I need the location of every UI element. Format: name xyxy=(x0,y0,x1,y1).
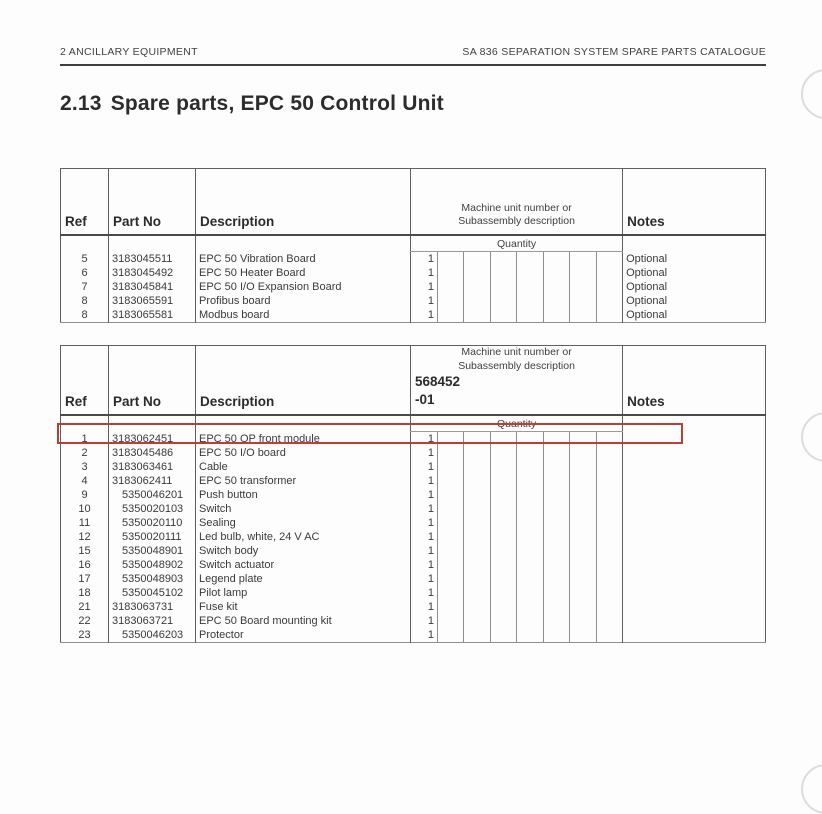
quantity-empty-cell xyxy=(491,502,517,516)
machine-unit-header xyxy=(411,346,623,416)
quantity-empty-cell xyxy=(544,600,570,614)
quantity-empty-cell xyxy=(517,558,544,572)
quantity-empty-cell xyxy=(438,600,464,614)
part-no-cell: 3183065581 xyxy=(109,308,196,323)
quantity-empty-cell xyxy=(570,308,597,323)
description-cell: EPC 50 OP front module xyxy=(196,432,411,447)
description-column-header: Description xyxy=(196,169,411,236)
subassembly-suffix: -01 xyxy=(415,392,435,408)
description-column-header: Description xyxy=(196,346,411,416)
quantity-empty-cell xyxy=(464,488,491,502)
quantity-cell: 1 xyxy=(411,502,438,516)
ref-column-header: Ref xyxy=(61,346,109,416)
description-cell: Switch xyxy=(196,502,411,516)
quantity-empty-cell xyxy=(517,446,544,460)
parts-table-optional-boards xyxy=(60,168,766,323)
quantity-empty-cell xyxy=(544,252,570,267)
quantity-cell: 1 xyxy=(411,308,438,323)
notes-cell xyxy=(623,488,766,502)
quantity-empty-cell xyxy=(464,280,491,294)
quantity-empty-cell xyxy=(438,294,464,308)
quantity-empty-cell xyxy=(570,614,597,628)
machine-unit-header-line2: Subassembly description xyxy=(458,215,575,228)
quantity-empty-cell xyxy=(517,280,544,294)
description-cell: Sealing xyxy=(196,516,411,530)
part-no-cell: 3183063721 xyxy=(109,614,196,628)
notes-cell xyxy=(623,446,766,460)
quantity-empty-cell xyxy=(597,530,623,544)
quantity-empty-cell xyxy=(438,530,464,544)
quantity-empty-cell xyxy=(544,446,570,460)
notes-cell xyxy=(623,558,766,572)
quantity-empty-cell xyxy=(517,628,544,643)
description-cell: Legend plate xyxy=(196,572,411,586)
notes-cell xyxy=(623,544,766,558)
quantity-empty-cell xyxy=(517,572,544,586)
quantity-empty-cell xyxy=(517,474,544,488)
part-no-cell: 5350046201 xyxy=(109,488,196,502)
quantity-empty-cell xyxy=(491,266,517,280)
quantity-empty-cell xyxy=(544,266,570,280)
machine-unit-header xyxy=(411,169,623,236)
quantity-empty-cell xyxy=(570,544,597,558)
highlight-box-row-1 xyxy=(57,423,683,444)
quantity-empty-cell xyxy=(517,614,544,628)
notes-cell xyxy=(623,600,766,614)
quantity-empty-cell xyxy=(464,474,491,488)
quantity-cell: 1 xyxy=(411,530,438,544)
quantity-row-notes-spacer xyxy=(623,235,766,252)
quantity-empty-cell xyxy=(491,474,517,488)
quantity-empty-cell xyxy=(517,544,544,558)
quantity-empty-cell xyxy=(517,600,544,614)
description-cell: Modbus board xyxy=(196,308,411,323)
quantity-empty-cell xyxy=(491,252,517,267)
quantity-empty-cell xyxy=(438,544,464,558)
quantity-empty-cell xyxy=(597,614,623,628)
quantity-cell: 1 xyxy=(411,614,438,628)
quantity-empty-cell xyxy=(491,558,517,572)
notes-cell: Optional xyxy=(623,252,766,267)
quantity-empty-cell xyxy=(517,252,544,267)
notes-column-header: Notes xyxy=(623,346,766,416)
part-no-cell: 3183045511 xyxy=(109,252,196,267)
description-cell: Profibus board xyxy=(196,294,411,308)
quantity-empty-cell xyxy=(517,502,544,516)
punch-hole-icon xyxy=(801,412,822,462)
quantity-empty-cell xyxy=(491,600,517,614)
quantity-empty-cell xyxy=(544,474,570,488)
quantity-empty-cell xyxy=(544,586,570,600)
ref-cell: 15 xyxy=(78,545,91,558)
quantity-empty-cell xyxy=(570,488,597,502)
parts-table xyxy=(60,168,766,323)
description-cell: Led bulb, white, 24 V AC xyxy=(196,530,411,544)
quantity-empty-cell xyxy=(570,600,597,614)
ref-cell: 10 xyxy=(78,503,91,516)
description-cell: Switch actuator xyxy=(196,558,411,572)
quantity-empty-cell xyxy=(438,558,464,572)
section-title xyxy=(60,92,444,116)
part-no-cell: 5350020110 xyxy=(109,516,196,530)
notes-column-header: Notes xyxy=(623,169,766,236)
quantity-cell: 1 xyxy=(411,586,438,600)
quantity-empty-cell xyxy=(517,516,544,530)
quantity-cell: 1 xyxy=(411,516,438,530)
quantity-empty-cell xyxy=(438,308,464,323)
quantity-empty-cell xyxy=(597,544,623,558)
quantity-cell: 1 xyxy=(411,446,438,460)
quantity-empty-cell xyxy=(491,488,517,502)
ref-cell: 18 xyxy=(78,587,91,600)
quantity-empty-cell xyxy=(438,586,464,600)
part-no-cell: 3183045486 xyxy=(109,446,196,460)
quantity-empty-cell xyxy=(544,488,570,502)
machine-unit-header-line1: Machine unit number or xyxy=(461,201,572,214)
part-no-column-header: Part No xyxy=(109,346,196,416)
ref-cell: 1 xyxy=(81,432,88,445)
quantity-empty-cell xyxy=(464,530,491,544)
quantity-empty-cell xyxy=(491,614,517,628)
quantity-empty-cell xyxy=(517,294,544,308)
quantity-empty-cell xyxy=(597,586,623,600)
quantity-empty-cell xyxy=(544,460,570,474)
machine-unit-header-line1: Machine unit number or xyxy=(461,346,572,358)
ref-cell: 5 xyxy=(81,252,88,265)
quantity-empty-cell xyxy=(491,294,517,308)
description-cell: EPC 50 Board mounting kit xyxy=(196,614,411,628)
quantity-empty-cell xyxy=(570,628,597,643)
quantity-empty-cell xyxy=(597,446,623,460)
ref-cell: 6 xyxy=(81,267,88,279)
quantity-empty-cell xyxy=(570,502,597,516)
quantity-empty-cell xyxy=(464,460,491,474)
quantity-empty-cell xyxy=(597,558,623,572)
ref-cell: 22 xyxy=(78,615,91,628)
quantity-cell: 1 xyxy=(411,600,438,614)
part-no-cell: 3183063731 xyxy=(109,600,196,614)
part-no-cell: 5350048902 xyxy=(109,558,196,572)
quantity-empty-cell xyxy=(570,266,597,280)
quantity-cell: 1 xyxy=(411,294,438,308)
ref-cell: 2 xyxy=(81,447,88,460)
quantity-empty-cell xyxy=(544,308,570,323)
quantity-empty-cell xyxy=(491,628,517,643)
quantity-empty-cell xyxy=(597,460,623,474)
quantity-empty-cell xyxy=(464,516,491,530)
quantity-empty-cell xyxy=(597,308,623,323)
notes-cell xyxy=(623,530,766,544)
quantity-label: Quantity xyxy=(411,415,623,432)
quantity-cell: 1 xyxy=(411,460,438,474)
quantity-empty-cell xyxy=(597,572,623,586)
quantity-empty-cell xyxy=(464,252,491,267)
quantity-empty-cell xyxy=(438,280,464,294)
quantity-label: Quantity xyxy=(411,235,623,252)
quantity-empty-cell xyxy=(544,544,570,558)
quantity-cell: 1 xyxy=(411,628,438,643)
description-cell: Cable xyxy=(196,460,411,474)
quantity-empty-cell xyxy=(597,280,623,294)
quantity-empty-cell xyxy=(464,502,491,516)
quantity-cell: 1 xyxy=(411,572,438,586)
quantity-cell: 1 xyxy=(411,544,438,558)
description-cell: EPC 50 I/O board xyxy=(196,446,411,460)
section-title-text: Spare parts, EPC 50 Control Unit xyxy=(110,92,444,115)
quantity-empty-cell xyxy=(438,614,464,628)
part-no-cell: 5350046203 xyxy=(109,628,196,643)
quantity-empty-cell xyxy=(570,558,597,572)
description-cell: Fuse kit xyxy=(196,600,411,614)
quantity-empty-cell xyxy=(464,294,491,308)
notes-cell xyxy=(623,614,766,628)
ref-cell: 8 xyxy=(81,295,88,307)
notes-cell xyxy=(623,628,766,643)
quantity-empty-cell xyxy=(464,544,491,558)
notes-cell: Optional xyxy=(623,294,766,308)
quantity-cell: 1 xyxy=(411,474,438,488)
quantity-empty-cell xyxy=(544,294,570,308)
quantity-empty-cell xyxy=(544,280,570,294)
ref-cell: 4 xyxy=(81,475,88,488)
quantity-empty-cell xyxy=(438,446,464,460)
ref-cell: 11 xyxy=(78,517,91,530)
part-no-cell: 3183063461 xyxy=(109,460,196,474)
quantity-empty-cell xyxy=(438,572,464,586)
description-cell: EPC 50 I/O Expansion Board xyxy=(196,280,411,294)
part-no-cell: 5350020103 xyxy=(109,502,196,516)
quantity-empty-cell xyxy=(570,446,597,460)
quantity-empty-cell xyxy=(597,502,623,516)
quantity-empty-cell xyxy=(438,488,464,502)
quantity-empty-cell xyxy=(544,516,570,530)
notes-cell xyxy=(623,502,766,516)
quantity-empty-cell xyxy=(570,252,597,267)
quantity-empty-cell xyxy=(464,446,491,460)
subassembly-number: 568452 xyxy=(415,374,461,390)
quantity-empty-cell xyxy=(544,558,570,572)
ref-cell: 17 xyxy=(78,573,91,586)
quantity-empty-cell xyxy=(544,530,570,544)
part-no-cell: 3183062451 xyxy=(109,432,196,447)
quantity-empty-cell xyxy=(517,266,544,280)
quantity-empty-cell xyxy=(491,572,517,586)
ref-cell: 16 xyxy=(78,559,91,572)
description-cell: Switch body xyxy=(196,544,411,558)
quantity-empty-cell xyxy=(544,502,570,516)
header-right-text: SA 836 SEPARATION SYSTEM SPARE PARTS CATALOGUE xyxy=(462,46,766,58)
ref-cell: 21 xyxy=(78,601,91,614)
quantity-empty-cell xyxy=(464,266,491,280)
description-cell: Protector xyxy=(196,628,411,643)
quantity-empty-cell xyxy=(570,586,597,600)
notes-cell xyxy=(623,516,766,530)
quantity-cell: 1 xyxy=(411,252,438,267)
quantity-empty-cell xyxy=(464,614,491,628)
quantity-cell: 1 xyxy=(411,488,438,502)
ref-cell: 12 xyxy=(78,531,91,544)
quantity-empty-cell xyxy=(597,516,623,530)
section-number: 2.13 xyxy=(60,92,102,115)
quantity-empty-cell xyxy=(570,474,597,488)
quantity-cell: 1 xyxy=(411,266,438,280)
punch-hole-icon xyxy=(801,764,822,814)
quantity-empty-cell xyxy=(597,488,623,502)
ref-cell: 23 xyxy=(78,629,91,642)
quantity-empty-cell xyxy=(597,628,623,643)
quantity-empty-cell xyxy=(491,308,517,323)
quantity-empty-cell xyxy=(517,530,544,544)
part-no-cell: 3183065591 xyxy=(109,294,196,308)
part-no-cell: 3183045492 xyxy=(109,266,196,280)
part-no-cell: 5350045102 xyxy=(109,586,196,600)
quantity-empty-cell xyxy=(464,628,491,643)
notes-cell xyxy=(623,586,766,600)
part-no-column-header: Part No xyxy=(109,169,196,236)
quantity-empty-cell xyxy=(438,252,464,267)
description-cell: EPC 50 Heater Board xyxy=(196,266,411,280)
notes-cell: Optional xyxy=(623,280,766,294)
quantity-cell: 1 xyxy=(411,558,438,572)
quantity-empty-cell xyxy=(597,294,623,308)
part-no-cell: 5350048903 xyxy=(109,572,196,586)
quantity-empty-cell xyxy=(570,294,597,308)
quantity-empty-cell xyxy=(438,460,464,474)
quantity-empty-cell xyxy=(517,460,544,474)
quantity-empty-cell xyxy=(597,266,623,280)
quantity-empty-cell xyxy=(438,502,464,516)
quantity-empty-cell xyxy=(491,516,517,530)
ref-cell: 9 xyxy=(81,489,88,502)
quantity-row-ref-spacer xyxy=(61,235,109,252)
notes-cell xyxy=(623,572,766,586)
quantity-empty-cell xyxy=(464,572,491,586)
notes-cell xyxy=(623,460,766,474)
ref-column-header: Ref xyxy=(61,169,109,236)
ref-cell: 8 xyxy=(81,309,88,321)
notes-cell: Optional xyxy=(623,266,766,280)
quantity-empty-cell xyxy=(570,516,597,530)
quantity-empty-cell xyxy=(517,586,544,600)
quantity-empty-cell xyxy=(517,488,544,502)
ref-cell: 7 xyxy=(81,281,88,293)
quantity-empty-cell xyxy=(491,530,517,544)
header-left-text: 2 ANCILLARY EQUIPMENT xyxy=(60,46,198,58)
quantity-empty-cell xyxy=(438,516,464,530)
notes-cell: Optional xyxy=(623,308,766,323)
quantity-empty-cell xyxy=(544,572,570,586)
quantity-row-part-spacer xyxy=(109,235,196,252)
quantity-empty-cell xyxy=(491,544,517,558)
quantity-empty-cell xyxy=(597,252,623,267)
machine-unit-header-line2: Subassembly description xyxy=(458,359,575,372)
quantity-empty-cell xyxy=(438,266,464,280)
quantity-empty-cell xyxy=(491,280,517,294)
quantity-cell: 1 xyxy=(411,280,438,294)
quantity-row-desc-spacer xyxy=(196,235,411,252)
part-no-cell: 5350020111 xyxy=(109,530,196,544)
quantity-empty-cell xyxy=(570,530,597,544)
description-cell: Pilot lamp xyxy=(196,586,411,600)
quantity-empty-cell xyxy=(464,600,491,614)
ref-cell: 3 xyxy=(81,461,88,474)
notes-cell xyxy=(623,474,766,488)
page-header xyxy=(60,46,766,66)
quantity-empty-cell xyxy=(597,600,623,614)
quantity-empty-cell xyxy=(491,446,517,460)
quantity-empty-cell xyxy=(464,308,491,323)
quantity-empty-cell xyxy=(544,628,570,643)
quantity-empty-cell xyxy=(464,558,491,572)
quantity-empty-cell xyxy=(491,586,517,600)
description-cell: Push button xyxy=(196,488,411,502)
quantity-empty-cell xyxy=(570,572,597,586)
quantity-empty-cell xyxy=(570,460,597,474)
description-cell: EPC 50 transformer xyxy=(196,474,411,488)
quantity-cell: 1 xyxy=(411,432,438,447)
punch-hole-icon xyxy=(801,69,822,119)
quantity-empty-cell xyxy=(517,308,544,323)
quantity-empty-cell xyxy=(570,280,597,294)
part-no-cell: 5350048901 xyxy=(109,544,196,558)
quantity-empty-cell xyxy=(491,460,517,474)
parts-table xyxy=(60,345,766,643)
quantity-empty-cell xyxy=(544,614,570,628)
quantity-empty-cell xyxy=(438,474,464,488)
part-no-cell: 3183062411 xyxy=(109,474,196,488)
quantity-empty-cell xyxy=(464,586,491,600)
quantity-empty-cell xyxy=(438,628,464,643)
description-cell: EPC 50 Vibration Board xyxy=(196,252,411,267)
parts-table-568452-01 xyxy=(60,345,766,643)
part-no-cell: 3183045841 xyxy=(109,280,196,294)
quantity-empty-cell xyxy=(597,474,623,488)
